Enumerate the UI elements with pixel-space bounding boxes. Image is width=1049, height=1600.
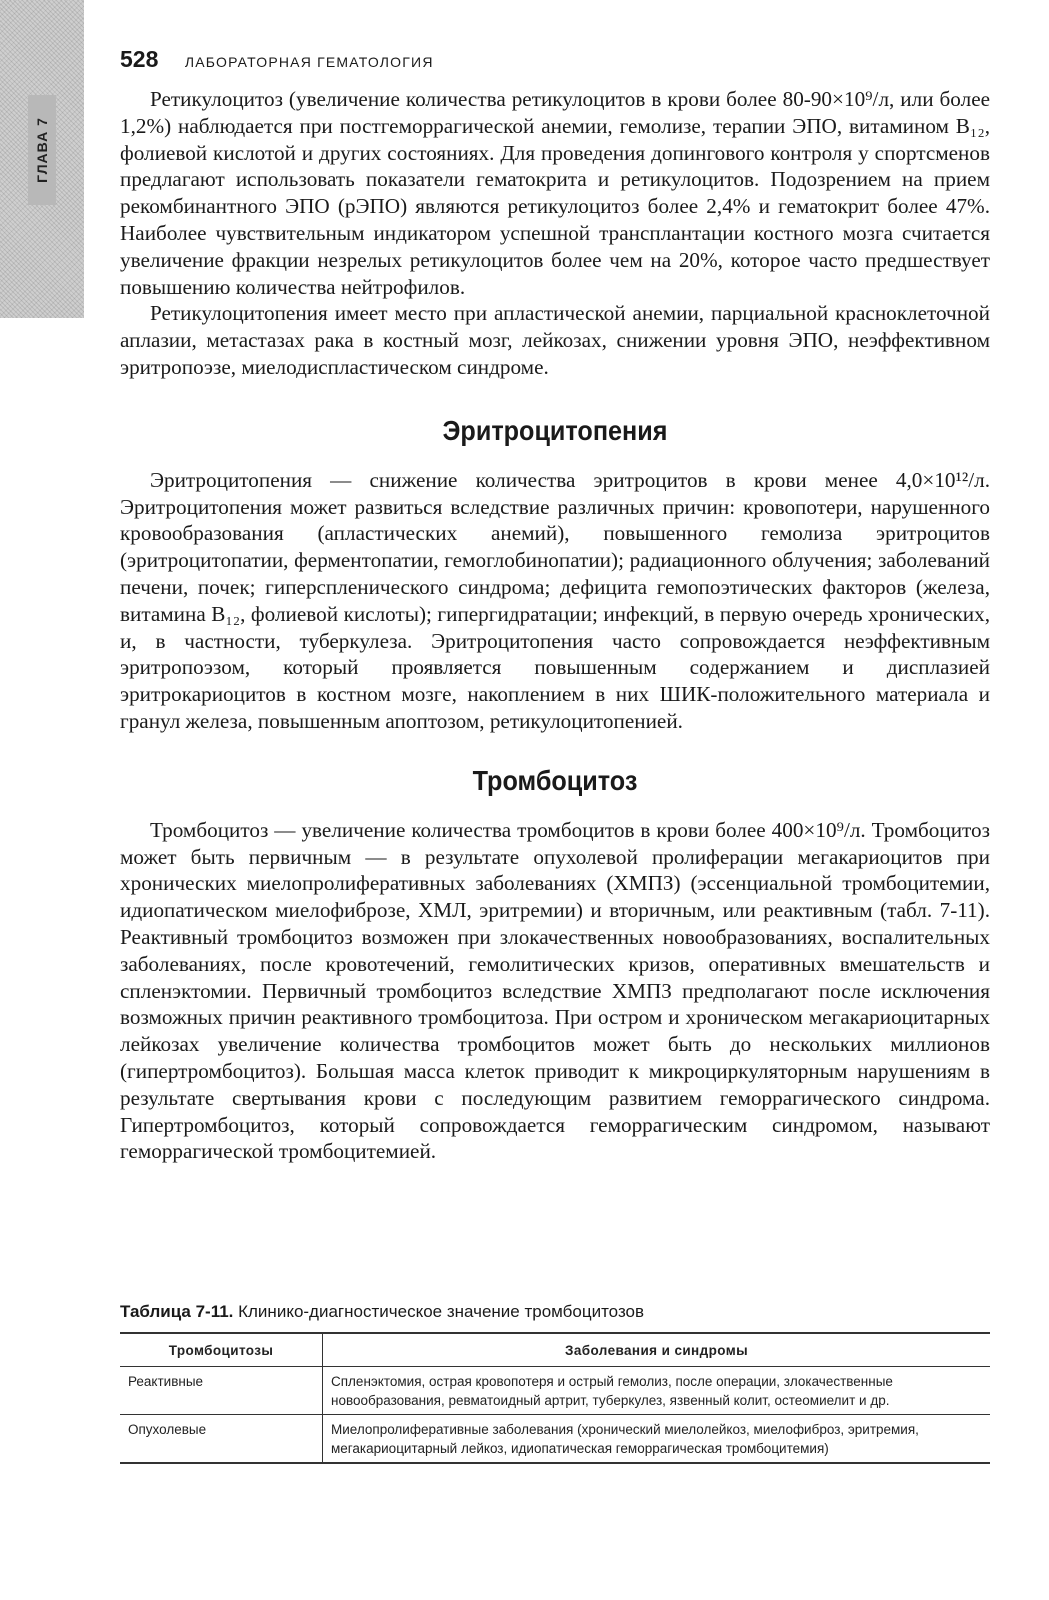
table-cell-diseases: Миелопролиферативные заболевания (хронический миелолейкоз, миелофиброз, эритремия, мегакариоцитарный лейкоз, идиопатическая геморрагическая тромбоцитемия) <box>331 1422 919 1456</box>
chapter-tab-label: ГЛАВА 7 <box>34 117 50 183</box>
running-head: ЛАБОРАТОРНАЯ ГЕМАТОЛОГИЯ <box>184 54 434 70</box>
table-header-type: Тромбоцитозы <box>120 1333 323 1367</box>
chapter-side-strip <box>0 0 84 318</box>
table-cell-type: Опухолевые <box>120 1415 323 1464</box>
table-caption <box>120 1302 644 1322</box>
paragraph-reticulocytopenia: Ретикулоцитопения имеет место при апластической анемии, парциальной красноклеточной аплазии, метастазах рака в костный мозг, лейкозах, снижении уровня ЭПО, неэффективном эритропоэзе, миелодиспластическом синдроме. <box>120 301 990 379</box>
table-caption-text: Клинико-диагностическое значение тромбоцитозов <box>233 1302 645 1321</box>
page-header <box>120 46 434 73</box>
page-number: 528 <box>120 46 159 72</box>
table-caption-label: Таблица 7-11. <box>120 1302 234 1321</box>
paragraph-thrombocytosis: Тромбоцитоз — увеличение количества тромбоцитов в крови более 400×10⁹/л. Тромбоцитоз может быть первичным — в результате опухолевой пролиферации мегакариоцитов при хронических миелопролиферативных заболеваниях (ХМПЗ) (эссенциальной тромбоцитемии, идиопатическом миелофиброзе, ХМЛ, эритремии) и вторичным, или реактивным (табл. 7-11). Реактивный тромбоцитоз возможен при злокачественных новообразованиях, воспалительных заболеваниях, после кровотечений, гемолитических кризов, оперативных вмешательств и спленэктомии. Первичный тромбоцитоз вследствие ХМПЗ предполагают после исключения возможных причин реактивного тромбоцитоза. При остром и хроническом мегакариоцитарных лейкозах увеличение количества тромбоцитов может быть до нескольких миллионов (гипертромбоцитоз). Большая масса клеток приводит к микроциркуляторным нарушениям в результате свертывания крови с последующим развитием геморрагического синдрома. Гипертромбоцитоз, который сопровождается геморрагическим синдромом, называют геморрагической тромбоцитемией. <box>120 817 990 1164</box>
paragraph-erythrocytopenia: Эритроцитопения — снижение количества эритроцитов в крови менее 4,0×10¹²/л. Эритроцитопения может развиться вследствие различных причин: кровопотери, нарушенного кровообразования (апластических анемий), повышенного гемолиза эритроцитов (эритроцитопатии, ферментопатии, гемоглобинопатии); радиационного облучения; заболеваний печени, почек; гиперспленического синдрома; дефицита гемопоэтических факторов (железа, витамина B₁₂, фолиевой кислоты); гипергидратации; инфекций, в первую очередь хронических, и, в частности, туберкулеза. Эритроцитопения часто сопровождается неэффективным эритропоэзом, который проявляется повышенным содержанием и дисплазией эритрокариоцитов в костном мозге, накоплением в них ШИК-положительного материала и гранул железа, повышенным апоптозом, ретикулоцитопенией. <box>120 467 990 733</box>
table-header-diseases: Заболевания и синдромы <box>323 1333 991 1367</box>
page-body <box>120 86 990 1165</box>
table-row <box>120 1415 990 1464</box>
section-title-erythrocytopenia: Эритроцитопения <box>442 414 668 446</box>
table-cell-diseases: Спленэктомия, острая кровопотеря и острый гемолиз, после операции, злокачественные новообразования, ревматоидный артрит, туберкулез, язвенный колит, остеомиелит и др. <box>331 1374 893 1408</box>
table-row <box>120 1367 990 1415</box>
table-cell-type: Реактивные <box>120 1367 323 1415</box>
section-title-thrombocytosis: Тромбоцитоз <box>472 764 638 796</box>
table-header-row <box>120 1333 990 1367</box>
paragraph-reticulocytosis: Ретикулоцитоз (увеличение количества ретикулоцитов в крови более 80-90×10⁹/л, или более 1,2%) наблюдается при постгеморрагической анемии, гемолизе, терапии ЭПО, витамином B₁₂, фолиевой кислотой и других состояниях. Для проведения допингового контроля у спортсменов предлагают использовать показатели гематокрита и ретикулоцитов. Подозрением на прием рекомбинантного ЭПО (рЭПО) являются ретикулоцитоз более 2,4% и гематокрит более 47%. Наиболее чувствительным индикатором успешной трансплантации костного мозга считается увеличение фракции незрелых ретикулоцитов более чем на 20%, которое часто предшествует повышению количества нейтрофилов. <box>120 87 990 299</box>
thrombocytosis-table <box>120 1332 990 1464</box>
